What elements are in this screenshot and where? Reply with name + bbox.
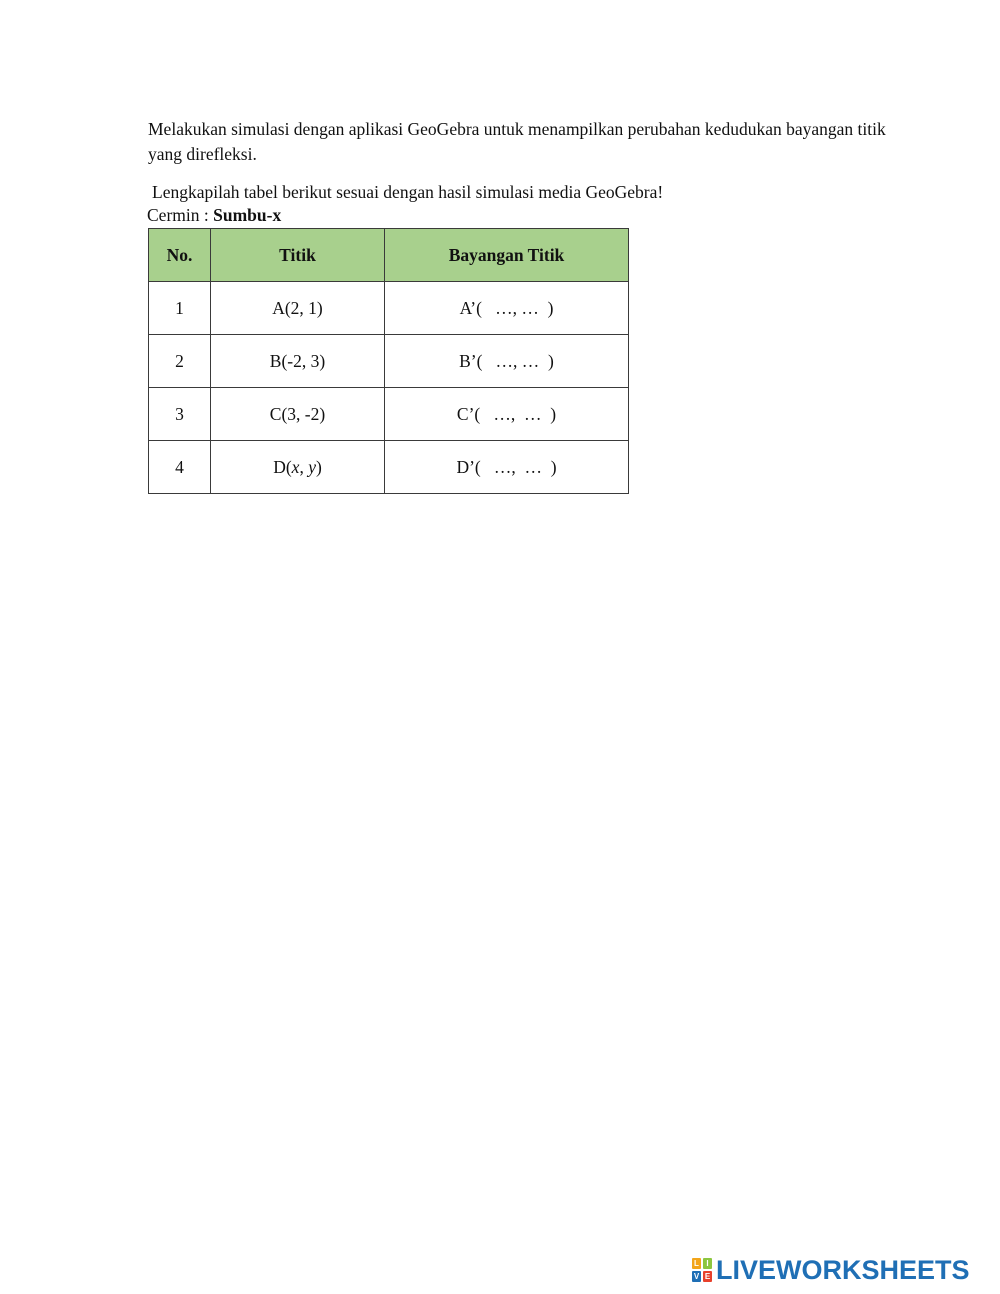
table-header-row (149, 229, 629, 282)
image-point-cell[interactable]: C’( …, … ) (385, 388, 629, 441)
logo-mark-e: E (704, 1272, 711, 1281)
point-cell: C(3, -2) (211, 388, 385, 441)
header-no: No. (149, 229, 211, 282)
intro-paragraph: Melakukan simulasi dengan aplikasi GeoGebra untuk menampilkan perubahan kedudukan bayangan titik yang direfleksi. (148, 119, 886, 164)
row-number: 4 (149, 441, 211, 494)
logo-mark-v: V (693, 1272, 700, 1281)
reflection-table (148, 228, 629, 494)
row-number: 2 (149, 335, 211, 388)
row-number: 1 (149, 282, 211, 335)
header-titik: Titik (211, 229, 385, 282)
point-cell (211, 441, 385, 494)
mirror-line (147, 203, 281, 227)
logo-mark-icon (692, 1258, 712, 1282)
point-sep: , (299, 456, 309, 477)
point-cell: A(2, 1) (211, 282, 385, 335)
mirror-value: Sumbu-x (213, 205, 282, 225)
logo-mark-i: I (703, 1258, 712, 1269)
image-point-cell[interactable]: A’( …, … ) (385, 282, 629, 335)
table-row (149, 441, 629, 494)
point-y: y (308, 456, 316, 477)
logo-mark-l: L (692, 1258, 701, 1269)
mirror-label: Cermin : (147, 205, 209, 225)
point-prefix: D( (273, 456, 292, 477)
image-point-cell[interactable]: B’( …, … ) (385, 335, 629, 388)
point-x: x (291, 456, 300, 477)
logo-text: LIVEWORKSHEETS (716, 1255, 970, 1285)
table-row (149, 335, 629, 388)
liveworksheets-logo (692, 1256, 970, 1284)
table-row (149, 282, 629, 335)
image-point-cell[interactable]: D’( …, … ) (385, 441, 629, 494)
point-suffix: ) (315, 456, 322, 477)
instruction-text: Lengkapilah tabel berikut sesuai dengan hasil simulasi media GeoGebra! (152, 182, 664, 202)
header-bayangan: Bayangan Titik (385, 229, 629, 282)
table-row (149, 388, 629, 441)
row-number: 3 (149, 388, 211, 441)
point-cell: B(-2, 3) (211, 335, 385, 388)
